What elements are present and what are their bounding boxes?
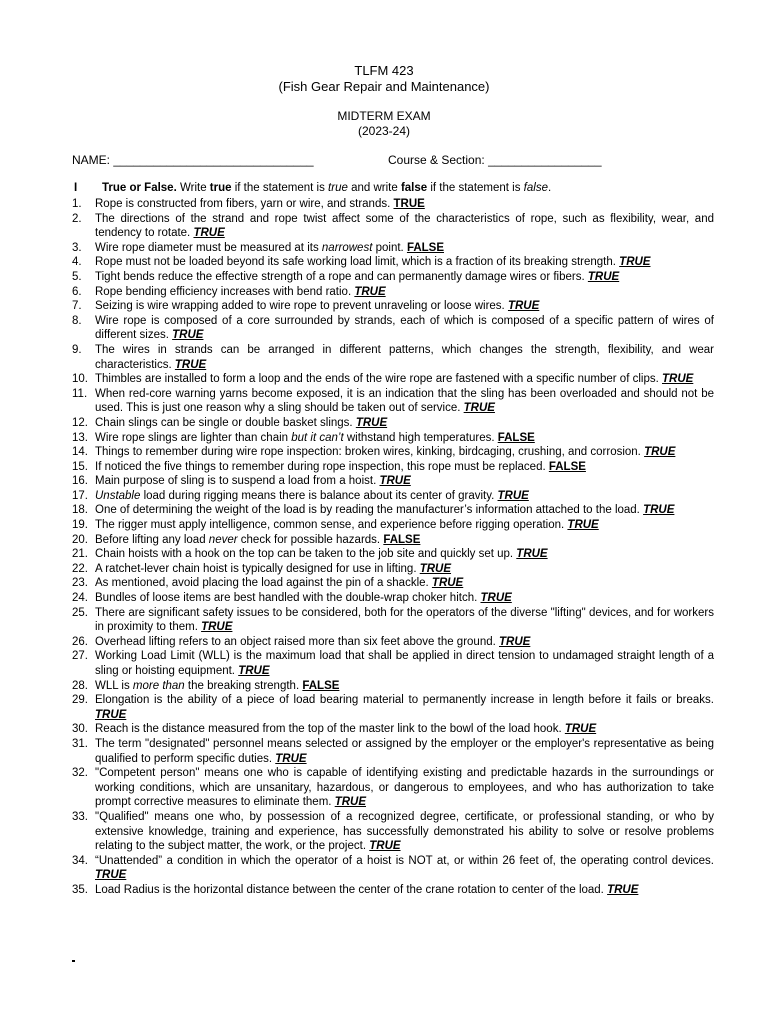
question-number: 33. xyxy=(72,810,88,823)
answer-key: FALSE xyxy=(383,533,421,546)
statement-text: Tight bends reduce the effective strength of a rope and can permanently damage wires or fibers. xyxy=(95,270,588,283)
question-text xyxy=(95,722,714,737)
question-text xyxy=(95,387,714,416)
question-text xyxy=(95,343,714,372)
question-text xyxy=(95,635,714,650)
question-item xyxy=(72,649,714,678)
statement-text: Chain slings can be single or double basket slings. xyxy=(95,416,356,429)
answer-key: TRUE xyxy=(480,592,512,605)
question-item xyxy=(72,197,714,212)
instr-text: . xyxy=(547,182,552,194)
question-number: 28. xyxy=(72,679,88,692)
statement-text: As mentioned, avoid placing the load against the pin of a shackle. xyxy=(95,577,432,590)
statement-text: check for possible hazards. xyxy=(237,533,384,546)
section-title: True or False. xyxy=(102,182,177,194)
question-number: 5. xyxy=(72,270,82,283)
question-number: 6. xyxy=(72,285,82,298)
answer-key: TRUE xyxy=(275,752,307,765)
question-text xyxy=(95,503,714,518)
question-text xyxy=(95,883,714,898)
instr-word: true xyxy=(328,182,348,194)
question-number: 18. xyxy=(72,504,88,517)
question-item xyxy=(72,431,714,446)
section-instructions xyxy=(72,182,722,194)
question-text xyxy=(95,299,714,314)
statement-text: Working Load Limit (WLL) is the maximum load that shall be applied in direct tension to undamaged straight length of a sling or hoisting equipment. xyxy=(95,650,714,677)
answer-key: TRUE xyxy=(95,869,127,882)
answer-key: TRUE xyxy=(238,665,270,677)
course-blank: _________________ xyxy=(488,153,602,167)
question-number: 21. xyxy=(72,548,88,561)
course-label: Course & Section: xyxy=(388,153,485,167)
statement-text: load during rigging means there is balance about its center of gravity. xyxy=(140,489,498,502)
instr-text: if the statement is xyxy=(231,182,329,194)
question-text xyxy=(95,197,714,212)
question-number: 14. xyxy=(72,446,88,459)
question-item xyxy=(72,212,714,241)
statement-text: Rope bending efficiency increases with bend ratio. xyxy=(95,285,355,298)
question-number: 20. xyxy=(72,533,88,546)
emphasis-text: more than xyxy=(132,679,185,692)
answer-key: TRUE xyxy=(201,621,233,634)
question-text xyxy=(95,562,714,577)
statement-text: Rope must not be loaded beyond its safe working load limit, which is a fraction of its breaking strength. xyxy=(95,256,620,269)
question-text xyxy=(95,372,714,387)
answer-key: TRUE xyxy=(662,373,694,386)
answer-key: TRUE xyxy=(419,562,452,575)
exam-type: MIDTERM EXAM xyxy=(337,109,431,123)
question-item xyxy=(72,241,714,256)
question-item xyxy=(72,854,714,883)
question-number: 23. xyxy=(72,577,88,590)
statement-text: Before lifting any load xyxy=(95,533,209,546)
question-item xyxy=(72,722,714,737)
statement-text: If noticed the five things to remember during rope inspection, this rope must be replaced. xyxy=(95,460,549,473)
question-number: 3. xyxy=(72,241,82,254)
question-item xyxy=(72,547,714,562)
question-number: 9. xyxy=(72,343,82,356)
statement-text: the breaking strength. xyxy=(184,679,303,692)
question-item xyxy=(72,810,714,854)
question-number: 27. xyxy=(72,650,88,663)
question-text xyxy=(95,241,714,256)
course-section-field xyxy=(388,153,602,167)
statement-text: Reach is the distance measured from the top of the master link to the bowl of the load hook. xyxy=(95,723,565,736)
question-item xyxy=(72,635,714,650)
name-label: NAME: xyxy=(72,153,111,167)
question-item xyxy=(72,737,714,766)
answer-key: TRUE xyxy=(393,198,425,210)
question-item xyxy=(72,270,714,285)
statement-text: Elongation is the ability of a piece of load bearing material to permanently increase in length before it fails or breaks. xyxy=(95,694,714,707)
statement-text: point. xyxy=(372,241,407,254)
statement-text: Overhead lifting refers to an object raised more than six feet above the ground. xyxy=(95,635,500,648)
answer-key: FALSE xyxy=(406,241,444,254)
answer-key: TRUE xyxy=(607,883,639,896)
question-item xyxy=(72,489,714,504)
question-item xyxy=(72,766,714,810)
question-text xyxy=(95,270,714,285)
answer-key: TRUE xyxy=(507,300,540,313)
question-text xyxy=(95,693,714,722)
answer-key: TRUE xyxy=(172,329,204,342)
answer-key: TRUE xyxy=(95,708,127,721)
question-number: 1. xyxy=(72,198,82,210)
instr-word: false xyxy=(523,182,548,194)
question-number: 12. xyxy=(72,416,88,429)
statement-text: Wire rope diameter must be measured at its xyxy=(95,241,322,254)
course-title: (Fish Gear Repair and Maintenance) xyxy=(278,79,490,94)
question-number: 29. xyxy=(72,694,88,707)
question-item xyxy=(72,255,714,270)
statement-text: withstand high temperatures. xyxy=(343,431,498,444)
question-item xyxy=(72,460,714,475)
question-text xyxy=(95,255,714,270)
emphasis-text: Unstable xyxy=(95,489,141,502)
question-text xyxy=(95,314,714,343)
question-text xyxy=(95,576,714,591)
answer-key: TRUE xyxy=(379,475,411,488)
question-text xyxy=(95,212,714,241)
question-item xyxy=(72,606,714,635)
statement-text: The rigger must apply intelligence, common sense, and experience before rigging operation. xyxy=(95,519,568,532)
statement-text: Things to remember during wire rope inspection: broken wires, kinking, birdcaging, crushing, and corrosion. xyxy=(95,446,645,459)
answer-key: TRUE xyxy=(431,577,464,590)
statement-text: “Unattended” a condition in which the operator of a hoist is NOT at, or within 26 feet of, the operating control devices. xyxy=(95,854,714,867)
question-item xyxy=(72,372,714,387)
question-number: 4. xyxy=(72,256,82,269)
instr-text: and write xyxy=(347,182,401,194)
question-item xyxy=(72,503,714,518)
statement-text: When red-core warning yarns become exposed, it is an indication that the sling has been overloaded and should not be used. This is just one reason why a sling should be taken out of service. xyxy=(95,387,714,415)
school-year: (2023-24) xyxy=(357,124,411,138)
answer-key: TRUE xyxy=(463,402,495,415)
question-text xyxy=(95,766,714,810)
question-number: 17. xyxy=(72,489,88,502)
answer-key: FALSE xyxy=(497,431,535,444)
emphasis-text: but it can’t xyxy=(291,431,344,444)
answer-key: TRUE xyxy=(499,635,531,648)
answer-key: FALSE xyxy=(548,460,586,473)
question-text xyxy=(95,810,714,854)
statement-text: Main purpose of sling is to suspend a load from a hoist. xyxy=(95,475,380,488)
emphasis-text: never xyxy=(208,533,238,546)
answer-key: TRUE xyxy=(567,519,599,532)
question-number: 15. xyxy=(72,460,88,473)
answer-key: TRUE xyxy=(644,446,676,459)
question-item xyxy=(72,445,714,460)
answer-key: TRUE xyxy=(516,548,548,561)
question-text xyxy=(95,606,714,635)
answer-key: TRUE xyxy=(355,416,388,429)
answer-key: TRUE xyxy=(334,796,366,809)
question-number: 11. xyxy=(72,387,88,400)
question-text xyxy=(95,416,714,431)
answer-key: TRUE xyxy=(619,256,651,269)
question-number: 16. xyxy=(72,475,88,488)
answer-key: TRUE xyxy=(354,285,386,298)
question-item xyxy=(72,562,714,577)
question-text xyxy=(95,649,714,678)
emphasis-text: narrowest xyxy=(321,241,373,254)
statement-text: One of determining the weight of the load is by reading the manufacturer’s information attached to the load. xyxy=(95,504,644,517)
question-item xyxy=(72,474,714,489)
answer-key: FALSE xyxy=(302,679,340,692)
question-number: 22. xyxy=(72,562,88,575)
question-text xyxy=(95,489,714,504)
question-item xyxy=(72,693,714,722)
answer-key: TRUE xyxy=(193,227,225,240)
question-text xyxy=(95,737,714,766)
question-item xyxy=(72,387,714,416)
question-number: 8. xyxy=(72,314,82,327)
question-item xyxy=(72,518,714,533)
question-item xyxy=(72,343,714,372)
question-item xyxy=(72,591,714,606)
question-item xyxy=(72,533,714,548)
question-list xyxy=(72,197,714,898)
question-text xyxy=(95,285,714,300)
question-text xyxy=(95,679,714,694)
question-number: 35. xyxy=(72,883,88,896)
question-text xyxy=(95,474,714,489)
question-text xyxy=(95,445,714,460)
question-text xyxy=(95,431,714,446)
statement-text: Seizing is wire wrapping added to wire rope to prevent unraveling or loose wires. xyxy=(95,300,508,313)
instr-word: false xyxy=(400,182,428,194)
answer-key: TRUE xyxy=(369,840,401,853)
section-number: I xyxy=(74,182,78,194)
instr-word: true xyxy=(209,182,232,194)
question-number: 2. xyxy=(72,212,82,225)
answer-key: TRUE xyxy=(497,489,529,502)
question-item xyxy=(72,299,714,314)
question-item xyxy=(72,679,714,694)
instr-text: Write xyxy=(176,182,210,194)
question-item xyxy=(72,883,714,898)
question-number: 32. xyxy=(72,767,88,780)
statement-text: The term "designated" personnel means selected or assigned by the employer or the employer's representative as being qualified to perform specific duties. xyxy=(95,737,714,765)
statement-text: The directions of the strand and rope twist affect some of the characteristics of rope, such as flexibility, wear, and tendency to rotate. xyxy=(95,212,714,240)
statement-text: "Qualified" means one who, by possession of a recognized degree, certificate, or professional standing, or who by extensive knowledge, training and experience, has successfully demonstrated his ability to solve or resolve problems relating to the subject matter, the work, or the project. xyxy=(95,810,714,853)
statement-text: A ratchet-lever chain hoist is typically designed for use in lifting. xyxy=(95,562,420,575)
question-number: 10. xyxy=(72,373,88,386)
question-text xyxy=(95,591,714,606)
question-text xyxy=(95,854,714,883)
statement-text: Wire rope slings are lighter than chain xyxy=(95,431,292,444)
name-blank: ______________________________ xyxy=(113,153,314,167)
question-text xyxy=(95,547,714,562)
question-item xyxy=(72,314,714,343)
question-number: 30. xyxy=(72,723,88,736)
answer-key: TRUE xyxy=(564,723,597,736)
answer-key: TRUE xyxy=(174,358,207,371)
statement-text: Rope is constructed from fibers, yarn or wire, and strands. xyxy=(95,198,394,210)
name-field xyxy=(72,153,314,167)
question-number: 13. xyxy=(72,431,88,444)
stray-mark xyxy=(72,960,75,962)
question-item xyxy=(72,416,714,431)
statement-text: The wires in strands can be arranged in different patterns, which changes the strength, flexibility, and wear characteristics. xyxy=(95,343,714,371)
course-code: TLFM 423 xyxy=(354,63,414,78)
question-text xyxy=(95,460,714,475)
statement-text: There are significant safety issues to be considered, both for the operators of the diverse "lifting" devices, and for workers in proximity to them. xyxy=(95,606,714,634)
question-number: 26. xyxy=(72,635,88,648)
statement-text: Load Radius is the horizontal distance between the center of the crane rotation to center of the load. xyxy=(95,883,608,896)
statement-text: Bundles of loose items are best handled with the double-wrap choker hitch. xyxy=(95,592,481,605)
question-item xyxy=(72,285,714,300)
question-number: 31. xyxy=(72,737,88,750)
question-item xyxy=(72,576,714,591)
question-number: 7. xyxy=(72,300,82,313)
question-number: 34. xyxy=(72,854,88,867)
statement-text: Wire rope is composed of a core surrounded by strands, each of which is composed of a specific pattern of wires of different sizes. xyxy=(95,314,714,342)
statement-text: Thimbles are installed to form a loop and the ends of the wire rope are fastened with a specific number of clips. xyxy=(95,373,662,386)
statement-text: WLL is xyxy=(95,679,133,692)
question-number: 19. xyxy=(72,519,88,532)
statement-text: "Competent person" means one who is capable of identifying existing and predictable hazards in the surroundings or working conditions, which are unsanitary, hazardous, or dangerous to employees, and who has authorization to take prompt corrective measures to eliminate them. xyxy=(95,767,714,809)
instr-text: if the statement is xyxy=(427,182,524,194)
question-text xyxy=(95,518,714,533)
answer-key: TRUE xyxy=(643,504,675,517)
statement-text: Chain hoists with a hook on the top can be taken to the job site and quickly set up. xyxy=(95,548,517,561)
question-text xyxy=(95,533,714,548)
answer-key: TRUE xyxy=(587,270,620,283)
question-number: 25. xyxy=(72,606,88,619)
question-number: 24. xyxy=(72,592,88,605)
